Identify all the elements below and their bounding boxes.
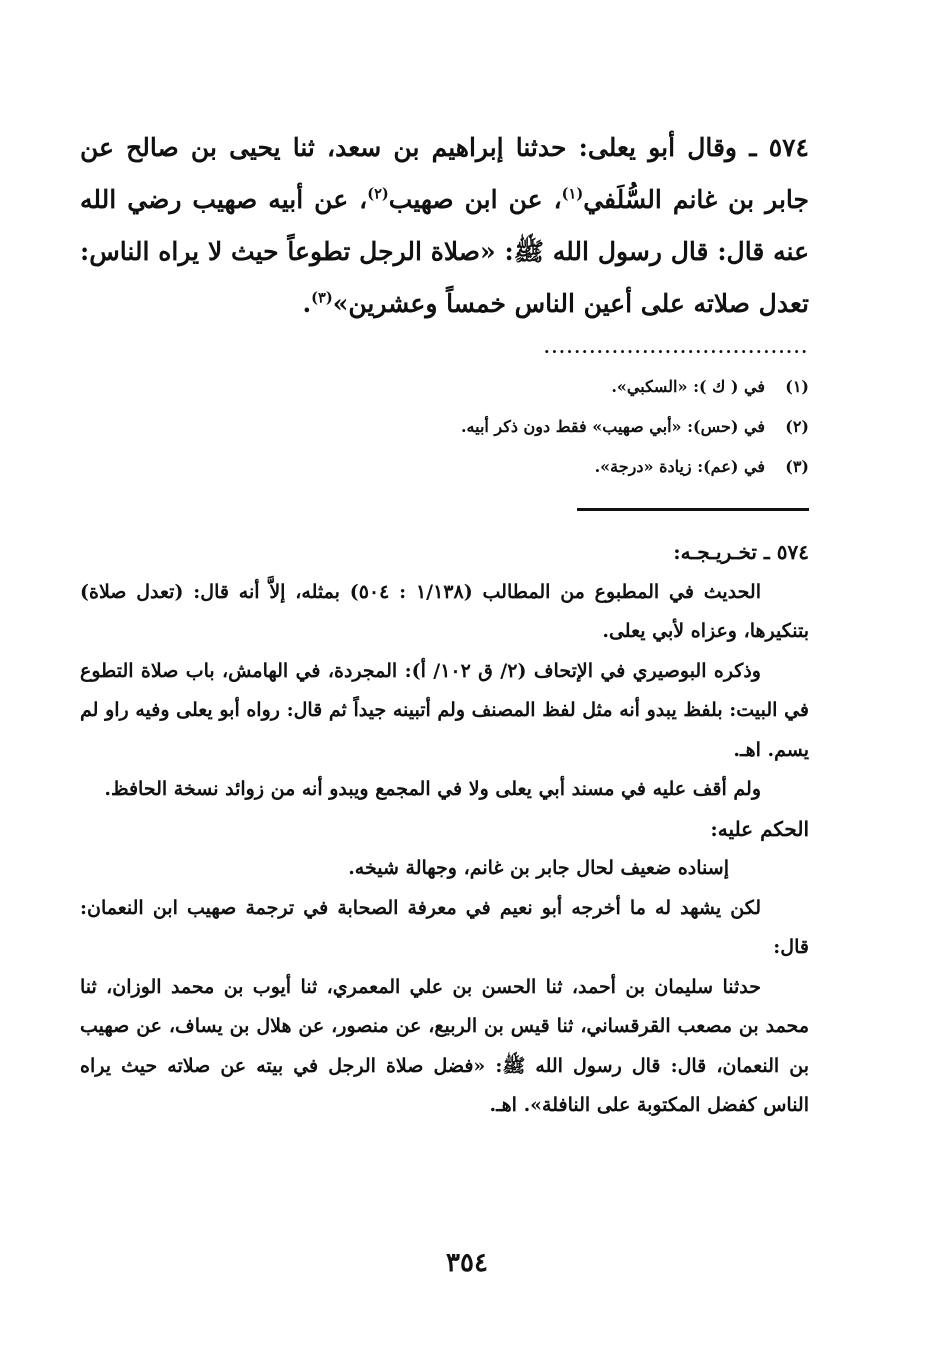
footnote-ref: (٣) — [311, 289, 333, 307]
hadith-number: ٥٧٤ ـ — [749, 133, 809, 162]
hadith-text — [80, 122, 809, 330]
footnote — [80, 452, 809, 492]
hadith-text-part: وقال أبو يعلى: حدثنا إبراهيم بن سعد، ثنا يحيى بن صالح عن جابر بن غانم السُّلَفي — [80, 133, 809, 214]
isnad-paragraph: حدثنا سليمان بن أحمد، ثنا الحسن بن علي المعمري، ثنا أيوب بن محمد الوزان، ثنا محمد بن مصعب القرقساني، ثنا قيس بن الربيع، عن منصور، عن هلال بن يساف، عن صهيب بن النعمان، قال: قال رسول الله ﷺ: «فضل صلاة الرجل في بيته عن صلاته حيث يراه الناس كفضل المكتوبة على النافلة». اهـ. — [80, 975, 809, 1116]
footnote-text: في (عم): زيادة «درجة». — [594, 457, 765, 476]
hukm-paragraph: إسناده ضعيف لحال جابر بن غانم، وجهالة شيخه. — [348, 857, 729, 879]
footnote-text: في (حس): «أبي صهيب» فقط دون ذكر أبيه. — [460, 417, 765, 436]
takhrij-heading: ٥٧٤ ـ تخـريـجـه: — [673, 540, 809, 564]
footnote-ref: (١) — [561, 185, 584, 203]
footnote-text: في ( ك ): «السكبي». — [611, 377, 765, 396]
footnote-number: (١) — [785, 377, 809, 396]
takhrij-section — [80, 533, 809, 1126]
hadith-text-part: ، عن ابن صهيب — [388, 185, 562, 214]
footnote-number: (٢) — [785, 417, 809, 436]
takhrij-paragraph: ولم أقف عليه في مسند أبي يعلى ولا في المجمع ويبدو أنه من زوائد نسخة الحافظ. — [104, 778, 761, 800]
hadith-text-part: . — [302, 289, 312, 318]
takhrij-paragraph: الحديث في المطبوع من المطالب (١/١٣٨ : ٥٠٤) بمثله، إلاَّ أنه قال: (تعدل صلاة) بتنكيرها، وعزاه لأبي يعلى. — [80, 580, 809, 642]
section-rule — [577, 508, 809, 511]
footnote-number: (٣) — [785, 457, 809, 476]
hukm-heading: الحكم عليه: — [710, 816, 809, 841]
takhrij-paragraph: وذكره البوصيري في الإتحاف (٢/ ق ١٠٢/ أ): المجردة، في الهامش، باب صلاة التطوع في البيت: بلفظ يبدو أنه مثل لفظ المصنف ولم أتبينه جيداً ثم قال: رواه أبو يعلى وفيه راو لم يسم. اهـ. — [80, 659, 809, 761]
hadith-block — [80, 122, 809, 330]
shahid-paragraph: لكن يشهد له ما أخرجه أبو نعيم في معرفة الصحابة في ترجمة صهيب ابن النعمان: قال: — [80, 896, 809, 958]
hadith-text-part: ، عن أبيه صهيب رضي الله عنه قال: قال رسول الله ﷺ: «صلاة الرجل تطوعاً حيث لا يراه الناس: تعدل صلاته على أعين الناس خمساً وعشرين» — [80, 185, 809, 318]
footnote-ref: (٢) — [367, 185, 389, 203]
footnotes — [80, 372, 809, 492]
page-number: ٣٥٤ — [446, 1248, 488, 1278]
footnote — [80, 372, 809, 412]
footnote-separator: ................................... — [544, 338, 809, 357]
footnote — [80, 412, 809, 452]
